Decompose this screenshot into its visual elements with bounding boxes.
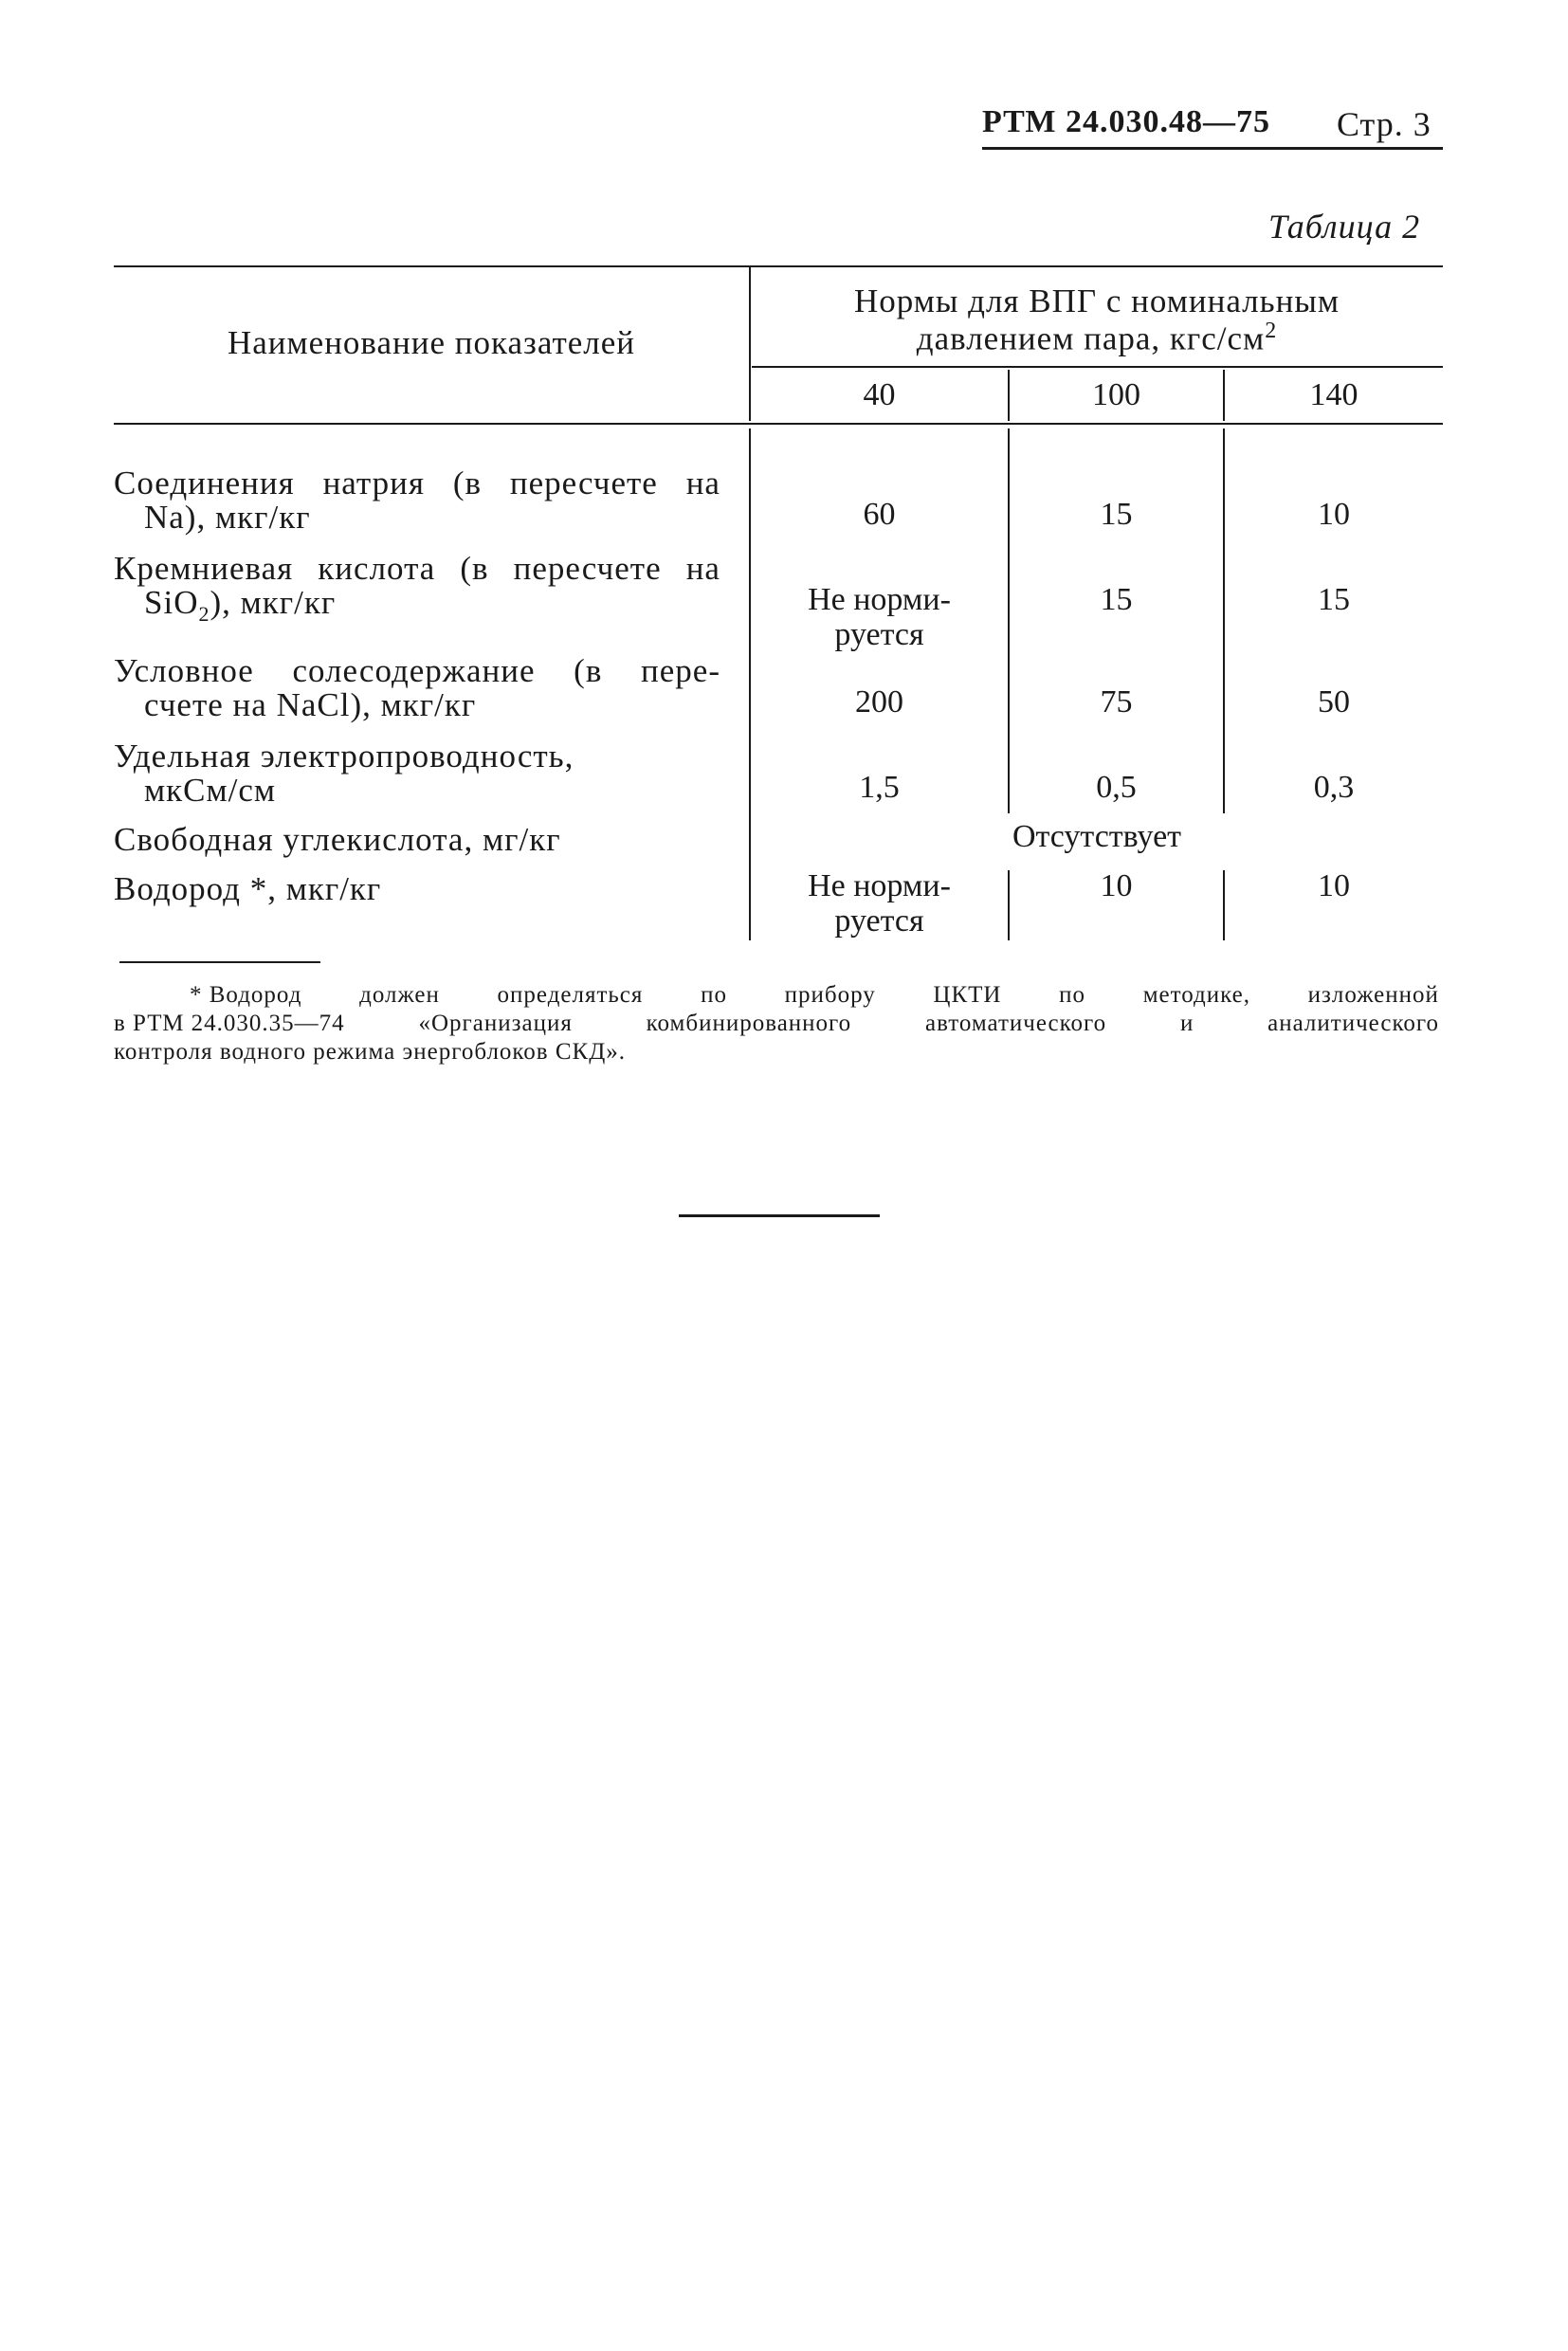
row-conductivity-name-line1: Удельная электропроводность, <box>114 738 574 775</box>
row-salt-name-line2: счете на NaCl), мкг/кг <box>144 686 477 723</box>
body-divider-40-100 <box>1008 428 1010 813</box>
row-conductivity-name-line2: мкСм/см <box>144 772 277 809</box>
row-silica-formula: SiO <box>144 584 199 621</box>
row-silica-word: кислота <box>318 550 436 587</box>
footnote-word: должен <box>359 982 440 1008</box>
header-bottom-rule <box>114 423 1443 425</box>
pressure-100-header: 100 <box>1092 377 1140 412</box>
table-top-rule <box>114 265 1443 267</box>
footnote-word: «Организация <box>418 1011 573 1036</box>
row-sodium-value-140: 10 <box>1318 497 1350 532</box>
footnote-word: аналитического <box>1267 1011 1439 1036</box>
row-conductivity-value-140: 0,3 <box>1313 770 1355 805</box>
footnote-word: ЦКТИ <box>933 982 1002 1008</box>
row-sodium-word: (в <box>452 465 483 501</box>
row-hydrogen-value-140: 10 <box>1318 868 1350 903</box>
row-salt-word: солесодержание <box>292 652 536 689</box>
row-conductivity-value-100: 0,5 <box>1096 770 1137 805</box>
row-sodium-word: пересчете <box>509 465 658 501</box>
row-conductivity-value-40: 1,5 <box>859 770 900 805</box>
row-sodium-value-40: 60 <box>863 497 896 532</box>
row-sodium-name-line1 <box>114 465 720 502</box>
footnote-word: в РТМ 24.030.35—74 <box>114 1011 345 1036</box>
row-sodium-word: Соединения <box>114 465 295 501</box>
row-hydrogen-value-40-line2: руется <box>834 903 924 939</box>
pressure-140-header: 140 <box>1309 377 1358 412</box>
row-silica-value-40-line2: руется <box>834 617 924 652</box>
footnote-line2 <box>114 1011 1439 1037</box>
row-silica-value-40-line1: Не норми- <box>808 582 951 617</box>
row-co2-name: Свободная углекислота, мг/кг <box>114 821 561 858</box>
footnote-word: изложенной <box>1307 982 1439 1008</box>
row-sodium-word: на <box>685 465 720 501</box>
footnote-line3: контроля водного режима энергоблоков СКД». <box>114 1039 627 1065</box>
body-divider-100-140 <box>1223 428 1225 813</box>
footnote-word: определяться <box>497 982 644 1008</box>
footnote-word: методике, <box>1142 982 1250 1008</box>
row-silica-value-140: 15 <box>1318 582 1350 617</box>
row-silica-name-line1 <box>114 550 720 588</box>
row-sodium-value-100: 15 <box>1100 497 1133 532</box>
norms-header-unit: давлением пара, кгс/см <box>916 319 1266 357</box>
row-silica-subscript: 2 <box>198 602 210 626</box>
row-salt-word: (в <box>574 652 603 689</box>
footnote-word: и <box>1179 1011 1194 1036</box>
page-number: Стр. 3 <box>1337 105 1431 143</box>
document-code: РТМ 24.030.48—75 <box>982 104 1271 139</box>
end-of-section-rule <box>679 1214 880 1217</box>
footnote-word: * Водород <box>190 982 302 1008</box>
row-silica-word: Кремниевая <box>114 550 294 587</box>
footnote-word: прибору <box>784 982 876 1008</box>
norms-subheader-rule <box>752 366 1443 368</box>
footnote-word: по <box>1059 982 1086 1008</box>
footnote-word: комбинированного <box>646 1011 852 1036</box>
row-salt-name-line1 <box>114 652 720 690</box>
row-salt-value-40: 200 <box>855 684 903 720</box>
footnote-line1 <box>114 982 1439 1009</box>
row-salt-word: Условное <box>114 652 254 689</box>
row-hydrogen-value-40-line1: Не норми- <box>808 868 951 903</box>
header-rule <box>982 147 1443 150</box>
row-sodium-word: натрия <box>322 465 425 501</box>
row-silica-word: (в <box>460 550 489 587</box>
row-co2-merged-value: Отсутствует <box>1012 819 1182 854</box>
footnote-word: по <box>701 982 727 1008</box>
row-salt-word: пере- <box>641 652 720 689</box>
row-sodium-name-line2: Na), мкг/кг <box>144 499 311 536</box>
norms-header-line1: Нормы для ВПГ с номинальным <box>853 282 1340 319</box>
footnote-separator <box>119 961 320 963</box>
row-silica-unit: ), мкг/кг <box>210 584 337 621</box>
row-salt-value-100: 75 <box>1100 684 1133 720</box>
pressure-40-header: 40 <box>863 377 896 412</box>
table-label: Таблица 2 <box>1268 208 1421 246</box>
norms-header-superscript: 2 <box>1265 319 1278 343</box>
row-silica-word: на <box>685 550 720 587</box>
norms-header-line2 <box>751 319 1443 358</box>
row-silica-word: пересчете <box>513 550 662 587</box>
footnote-word: автоматического <box>924 1011 1107 1036</box>
column-header-name: Наименование показателей <box>227 324 636 361</box>
row-silica-name-line2 <box>144 584 336 627</box>
row-silica-value-100: 15 <box>1100 582 1133 617</box>
row-salt-value-140: 50 <box>1318 684 1350 720</box>
row-hydrogen-value-100: 10 <box>1100 868 1133 903</box>
row-hydrogen-name: Водород *, мкг/кг <box>114 870 382 907</box>
